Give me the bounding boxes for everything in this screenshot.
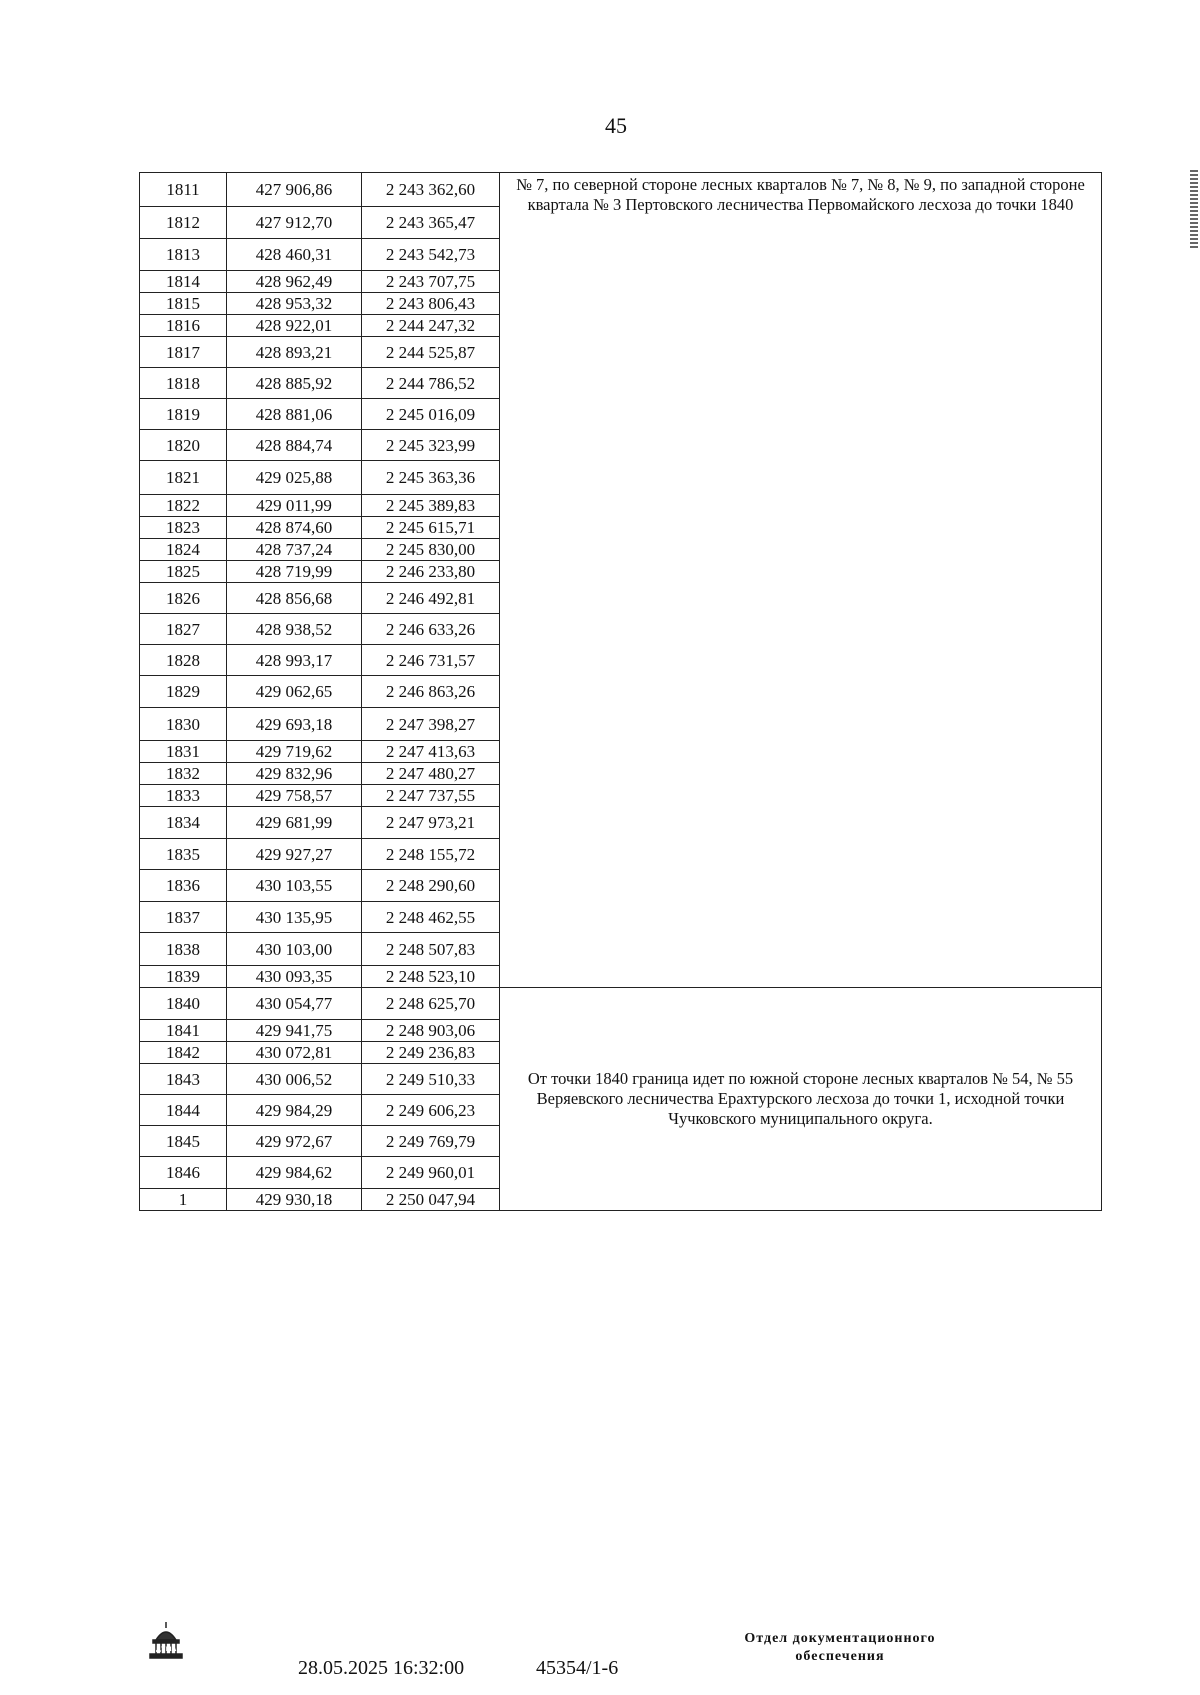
y-coordinate-cell: 2 248 290,60 <box>362 870 500 902</box>
point-number-cell: 1817 <box>140 337 227 368</box>
point-number-cell: 1831 <box>140 741 227 763</box>
point-number-cell: 1828 <box>140 645 227 676</box>
point-number-cell: 1841 <box>140 1020 227 1042</box>
x-coordinate-cell: 429 941,75 <box>227 1020 362 1042</box>
point-number-cell: 1813 <box>140 239 227 271</box>
point-number-cell: 1816 <box>140 315 227 337</box>
boundary-description-cell: № 7, по северной стороне лесных кварталов № 7, № 8, № 9, по западной стороне квартала № 3 Пертовского лесничества Первомайского лесхоза до точки 1840 <box>500 173 1102 988</box>
page-number: 45 <box>605 113 627 138</box>
point-number-cell: 1822 <box>140 495 227 517</box>
point-number-cell: 1845 <box>140 1126 227 1157</box>
y-coordinate-cell: 2 246 731,57 <box>362 645 500 676</box>
y-coordinate-cell: 2 249 606,23 <box>362 1095 500 1126</box>
point-number-cell: 1838 <box>140 933 227 966</box>
x-coordinate-cell: 430 135,95 <box>227 902 362 933</box>
point-number-cell: 1836 <box>140 870 227 902</box>
point-number-cell: 1832 <box>140 763 227 785</box>
y-coordinate-cell: 2 248 625,70 <box>362 988 500 1020</box>
x-coordinate-cell: 429 832,96 <box>227 763 362 785</box>
point-number-cell: 1830 <box>140 708 227 741</box>
y-coordinate-cell: 2 246 233,80 <box>362 561 500 583</box>
point-number-cell: 1840 <box>140 988 227 1020</box>
point-number-cell: 1824 <box>140 539 227 561</box>
x-coordinate-cell: 429 011,99 <box>227 495 362 517</box>
y-coordinate-cell: 2 249 236,83 <box>362 1042 500 1064</box>
x-coordinate-cell: 427 912,70 <box>227 207 362 239</box>
y-coordinate-cell: 2 247 737,55 <box>362 785 500 807</box>
point-number-cell: 1846 <box>140 1157 227 1189</box>
x-coordinate-cell: 428 922,01 <box>227 315 362 337</box>
x-coordinate-cell: 429 927,27 <box>227 839 362 870</box>
point-number-cell: 1825 <box>140 561 227 583</box>
y-coordinate-cell: 2 245 016,09 <box>362 399 500 430</box>
y-coordinate-cell: 2 245 363,36 <box>362 461 500 495</box>
x-coordinate-cell: 428 962,49 <box>227 271 362 293</box>
x-coordinate-cell: 430 054,77 <box>227 988 362 1020</box>
x-coordinate-cell: 429 972,67 <box>227 1126 362 1157</box>
point-number-cell: 1823 <box>140 517 227 539</box>
x-coordinate-cell: 429 719,62 <box>227 741 362 763</box>
x-coordinate-cell: 429 062,65 <box>227 676 362 708</box>
y-coordinate-cell: 2 247 480,27 <box>362 763 500 785</box>
y-coordinate-cell: 2 249 769,79 <box>362 1126 500 1157</box>
y-coordinate-cell: 2 245 830,00 <box>362 539 500 561</box>
emblem-text: ДУМА <box>155 1646 177 1653</box>
y-coordinate-cell: 2 246 863,26 <box>362 676 500 708</box>
point-number-cell: 1820 <box>140 430 227 461</box>
duma-emblem <box>144 1620 188 1664</box>
point-number-cell: 1 <box>140 1189 227 1211</box>
x-coordinate-cell: 429 025,88 <box>227 461 362 495</box>
y-coordinate-cell: 2 246 633,26 <box>362 614 500 645</box>
point-number-cell: 1827 <box>140 614 227 645</box>
point-number-cell: 1811 <box>140 173 227 207</box>
y-coordinate-cell: 2 243 365,47 <box>362 207 500 239</box>
x-coordinate-cell: 430 093,35 <box>227 966 362 988</box>
x-coordinate-cell: 429 984,62 <box>227 1157 362 1189</box>
point-number-cell: 1819 <box>140 399 227 430</box>
margin-scan-mark <box>1190 170 1198 250</box>
x-coordinate-cell: 428 737,24 <box>227 539 362 561</box>
point-number-cell: 1842 <box>140 1042 227 1064</box>
x-coordinate-cell: 428 885,92 <box>227 368 362 399</box>
point-number-cell: 1818 <box>140 368 227 399</box>
footer-timestamp: 28.05.2025 16:32:00 <box>298 1657 465 1679</box>
y-coordinate-cell: 2 248 903,06 <box>362 1020 500 1042</box>
x-coordinate-cell: 428 719,99 <box>227 561 362 583</box>
point-number-cell: 1844 <box>140 1095 227 1126</box>
y-coordinate-cell: 2 248 523,10 <box>362 966 500 988</box>
y-coordinate-cell: 2 244 247,32 <box>362 315 500 337</box>
y-coordinate-cell: 2 244 525,87 <box>362 337 500 368</box>
x-coordinate-cell: 428 874,60 <box>227 517 362 539</box>
point-number-cell: 1821 <box>140 461 227 495</box>
x-coordinate-cell: 428 881,06 <box>227 399 362 430</box>
x-coordinate-cell: 430 072,81 <box>227 1042 362 1064</box>
x-coordinate-cell: 428 938,52 <box>227 614 362 645</box>
x-coordinate-cell: 430 103,00 <box>227 933 362 966</box>
y-coordinate-cell: 2 243 542,73 <box>362 239 500 271</box>
y-coordinate-cell: 2 249 960,01 <box>362 1157 500 1189</box>
point-number-cell: 1837 <box>140 902 227 933</box>
x-coordinate-cell: 427 906,86 <box>227 173 362 207</box>
x-coordinate-cell: 429 758,57 <box>227 785 362 807</box>
point-number-cell: 1812 <box>140 207 227 239</box>
y-coordinate-cell: 2 247 398,27 <box>362 708 500 741</box>
x-coordinate-cell: 428 884,74 <box>227 430 362 461</box>
point-number-cell: 1815 <box>140 293 227 315</box>
x-coordinate-cell: 430 006,52 <box>227 1064 362 1095</box>
point-number-cell: 1829 <box>140 676 227 708</box>
y-coordinate-cell: 2 244 786,52 <box>362 368 500 399</box>
x-coordinate-cell: 429 984,29 <box>227 1095 362 1126</box>
table-row <box>140 988 1102 1020</box>
footer-document-code: 45354/1-6 <box>536 1657 619 1679</box>
x-coordinate-cell: 429 693,18 <box>227 708 362 741</box>
y-coordinate-cell: 2 243 806,43 <box>362 293 500 315</box>
y-coordinate-cell: 2 247 973,21 <box>362 807 500 839</box>
footer-department: Отдел документационного обеспечения <box>744 1631 936 1664</box>
y-coordinate-cell: 2 245 323,99 <box>362 430 500 461</box>
y-coordinate-cell: 2 250 047,94 <box>362 1189 500 1211</box>
x-coordinate-cell: 428 460,31 <box>227 239 362 271</box>
y-coordinate-cell: 2 245 389,83 <box>362 495 500 517</box>
x-coordinate-cell: 428 953,32 <box>227 293 362 315</box>
boundary-description-cell: От точки 1840 граница идет по южной стороне лесных кварталов № 54, № 55 Веряевского лесничества Ерахтурского лесхоза до точки 1, исходной точки Чучковского муниципального округа. <box>500 988 1102 1211</box>
y-coordinate-cell: 2 247 413,63 <box>362 741 500 763</box>
point-number-cell: 1835 <box>140 839 227 870</box>
point-number-cell: 1814 <box>140 271 227 293</box>
x-coordinate-cell: 428 893,21 <box>227 337 362 368</box>
y-coordinate-cell: 2 248 462,55 <box>362 902 500 933</box>
x-coordinate-cell: 429 681,99 <box>227 807 362 839</box>
y-coordinate-cell: 2 243 707,75 <box>362 271 500 293</box>
point-number-cell: 1834 <box>140 807 227 839</box>
y-coordinate-cell: 2 248 155,72 <box>362 839 500 870</box>
point-number-cell: 1843 <box>140 1064 227 1095</box>
x-coordinate-cell: 428 993,17 <box>227 645 362 676</box>
x-coordinate-cell: 429 930,18 <box>227 1189 362 1211</box>
y-coordinate-cell: 2 245 615,71 <box>362 517 500 539</box>
y-coordinate-cell: 2 243 362,60 <box>362 173 500 207</box>
point-number-cell: 1833 <box>140 785 227 807</box>
y-coordinate-cell: 2 249 510,33 <box>362 1064 500 1095</box>
table-row <box>140 173 1102 207</box>
x-coordinate-cell: 428 856,68 <box>227 583 362 614</box>
y-coordinate-cell: 2 248 507,83 <box>362 933 500 966</box>
coordinates-table <box>139 172 1102 1211</box>
coordinates-table-body <box>140 173 1102 1211</box>
point-number-cell: 1839 <box>140 966 227 988</box>
y-coordinate-cell: 2 246 492,81 <box>362 583 500 614</box>
x-coordinate-cell: 430 103,55 <box>227 870 362 902</box>
point-number-cell: 1826 <box>140 583 227 614</box>
